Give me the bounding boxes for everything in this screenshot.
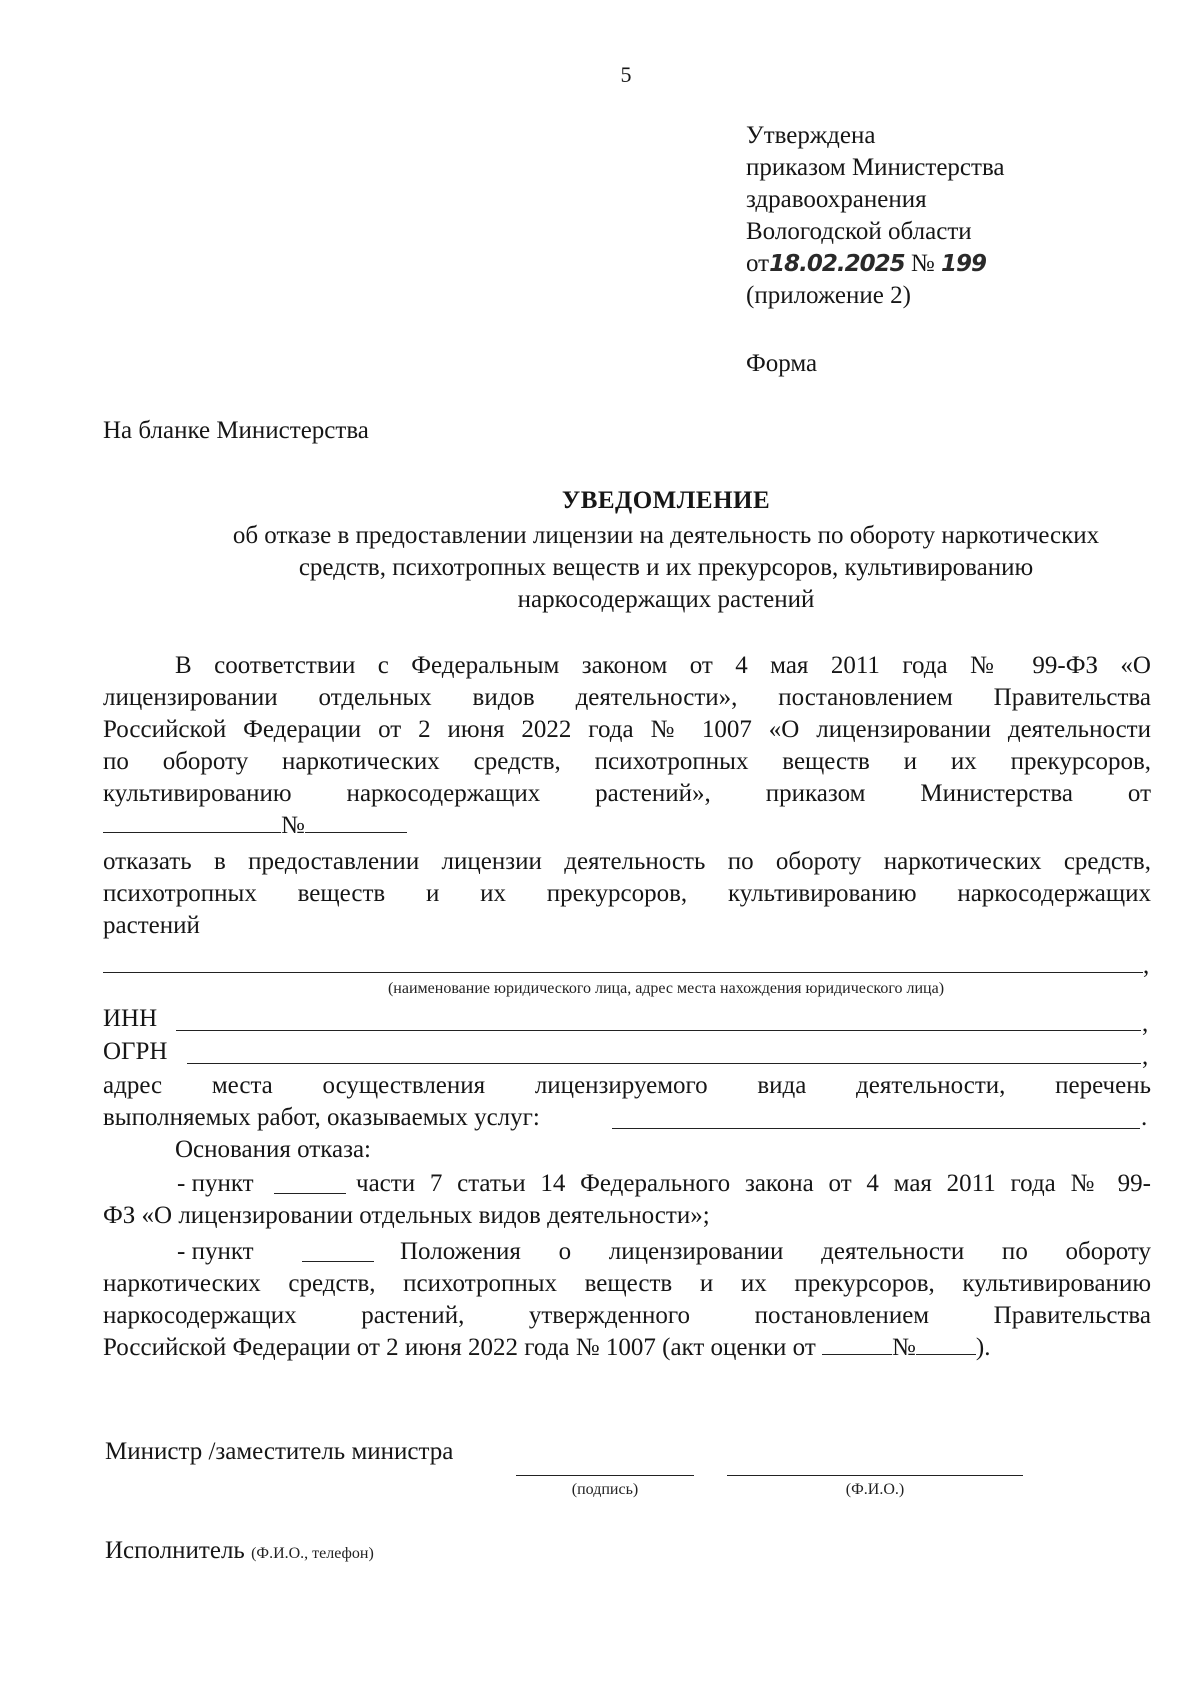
paragraph-line: Российской Федерации от 2 июня 2022 года № 1007 «О лицензировании деятельности	[103, 716, 1151, 743]
address-line: адрес места осуществления лицензируемого вида деятельности, перечень	[103, 1072, 1151, 1099]
signatory-position: Министр /заместитель министра	[105, 1438, 454, 1465]
form-label: Форма	[746, 350, 818, 377]
paragraph-line: культивированию наркосодержащих растений», приказом Министерства от	[103, 780, 1151, 807]
executor-caption: (Ф.И.О., телефон)	[251, 1545, 374, 1562]
name-blank	[727, 1475, 1023, 1476]
document-subtitle	[100, 520, 1200, 616]
paragraph-line: В соответствии с Федеральным законом от 4 мая 2011 года № 99-ФЗ «О	[175, 652, 1151, 679]
ground2-last-text: Российской Федерации от 2 июня 2022 года № 1007 (акт оценки от	[103, 1334, 816, 1361]
executor-label: Исполнитель	[105, 1537, 245, 1564]
page-number: 5	[620, 62, 632, 87]
approval-line: Утверждена	[746, 122, 876, 149]
ground1-point-blank	[274, 1193, 346, 1194]
name-caption: (Ф.И.О.)	[845, 1481, 905, 1498]
handwritten-number: 199	[940, 251, 986, 277]
closing-paren: ).	[975, 1334, 991, 1361]
ground2-point-blank	[302, 1261, 374, 1262]
approval-line: (приложение 2)	[746, 282, 911, 309]
paragraph-line: лицензировании отдельных видов деятельности», постановлением Правительства	[103, 684, 1151, 711]
approval-block	[746, 120, 1166, 312]
paragraph-line: психотропных веществ и их прекурсоров, культивированию наркосодержащих	[103, 880, 1151, 907]
comma: ,	[1142, 1010, 1149, 1037]
approval-number-sign: №	[910, 250, 935, 277]
paragraph-line: отказать в предоставлении лицензии деятельность по обороту наркотических средств,	[103, 848, 1151, 875]
order-number-sign: №	[281, 812, 305, 839]
approval-date-prefix: от	[746, 250, 770, 277]
address-line: выполняемых работ, оказываемых услуг:	[103, 1104, 540, 1131]
subtitle-line: об отказе в предоставлении лицензии на деятельность по обороту наркотических	[232, 522, 1100, 549]
subtitle-line: наркосодержащих растений	[517, 586, 815, 613]
ground1-prefix: - пункт	[177, 1170, 254, 1197]
ground2-prefix: - пункт	[177, 1238, 254, 1265]
ground2-line: Положения о лицензировании деятельности по обороту	[400, 1238, 1151, 1265]
legal-entity-caption: (наименование юридического лица, адрес места нахождения юридического лица)	[387, 980, 945, 997]
document-title: УВЕДОМЛЕНИЕ	[561, 487, 771, 514]
comma: ,	[1143, 952, 1150, 979]
ground1-line: части 7 статьи 14 Федерального закона от 4 мая 2011 года № 99-	[356, 1170, 1151, 1197]
act-number-blank	[916, 1332, 976, 1355]
comma: ,	[1142, 1043, 1149, 1070]
order-date-blank	[103, 810, 281, 833]
approval-line: здравоохранения	[746, 186, 927, 213]
approval-line: приказом Министерства	[746, 154, 1005, 181]
paragraph-line: по обороту наркотических средств, психотропных веществ и их прекурсоров,	[103, 748, 1151, 775]
address-blank	[612, 1128, 1140, 1129]
ogrn-label: ОГРН	[103, 1038, 168, 1065]
order-number-line	[103, 810, 407, 842]
approval-date-line	[746, 248, 1166, 280]
ground2-line: наркосодержащих растений, утвержденного постановлением Правительства	[103, 1302, 1151, 1329]
blank-note: На бланке Министерства	[103, 417, 369, 444]
grounds-label: Основания отказа:	[175, 1136, 371, 1163]
inn-label: ИНН	[103, 1005, 158, 1032]
signature-caption: (подпись)	[571, 1481, 639, 1498]
act-number-sign: №	[892, 1334, 916, 1361]
ground2-line: наркотических средств, психотропных веществ и их прекурсоров, культивированию	[103, 1270, 1151, 1297]
ogrn-blank	[187, 1063, 1141, 1064]
inn-blank	[176, 1030, 1141, 1031]
ground2-last-line	[103, 1332, 990, 1364]
handwritten-date: 18.02.2025	[769, 251, 905, 277]
act-date-blank	[822, 1332, 892, 1355]
approval-line: Вологодской области	[746, 218, 972, 245]
subtitle-line: средств, психотропных веществ и их прекурсоров, культивированию	[298, 554, 1034, 581]
executor-line	[105, 1535, 374, 1567]
order-number-blank	[305, 810, 407, 833]
legal-entity-blank	[103, 972, 1143, 973]
period: .	[1141, 1104, 1148, 1131]
paragraph-line: растений	[103, 912, 200, 939]
ground1-line: ФЗ «О лицензировании отдельных видов деятельности»;	[103, 1202, 710, 1229]
signature-blank	[516, 1475, 694, 1476]
